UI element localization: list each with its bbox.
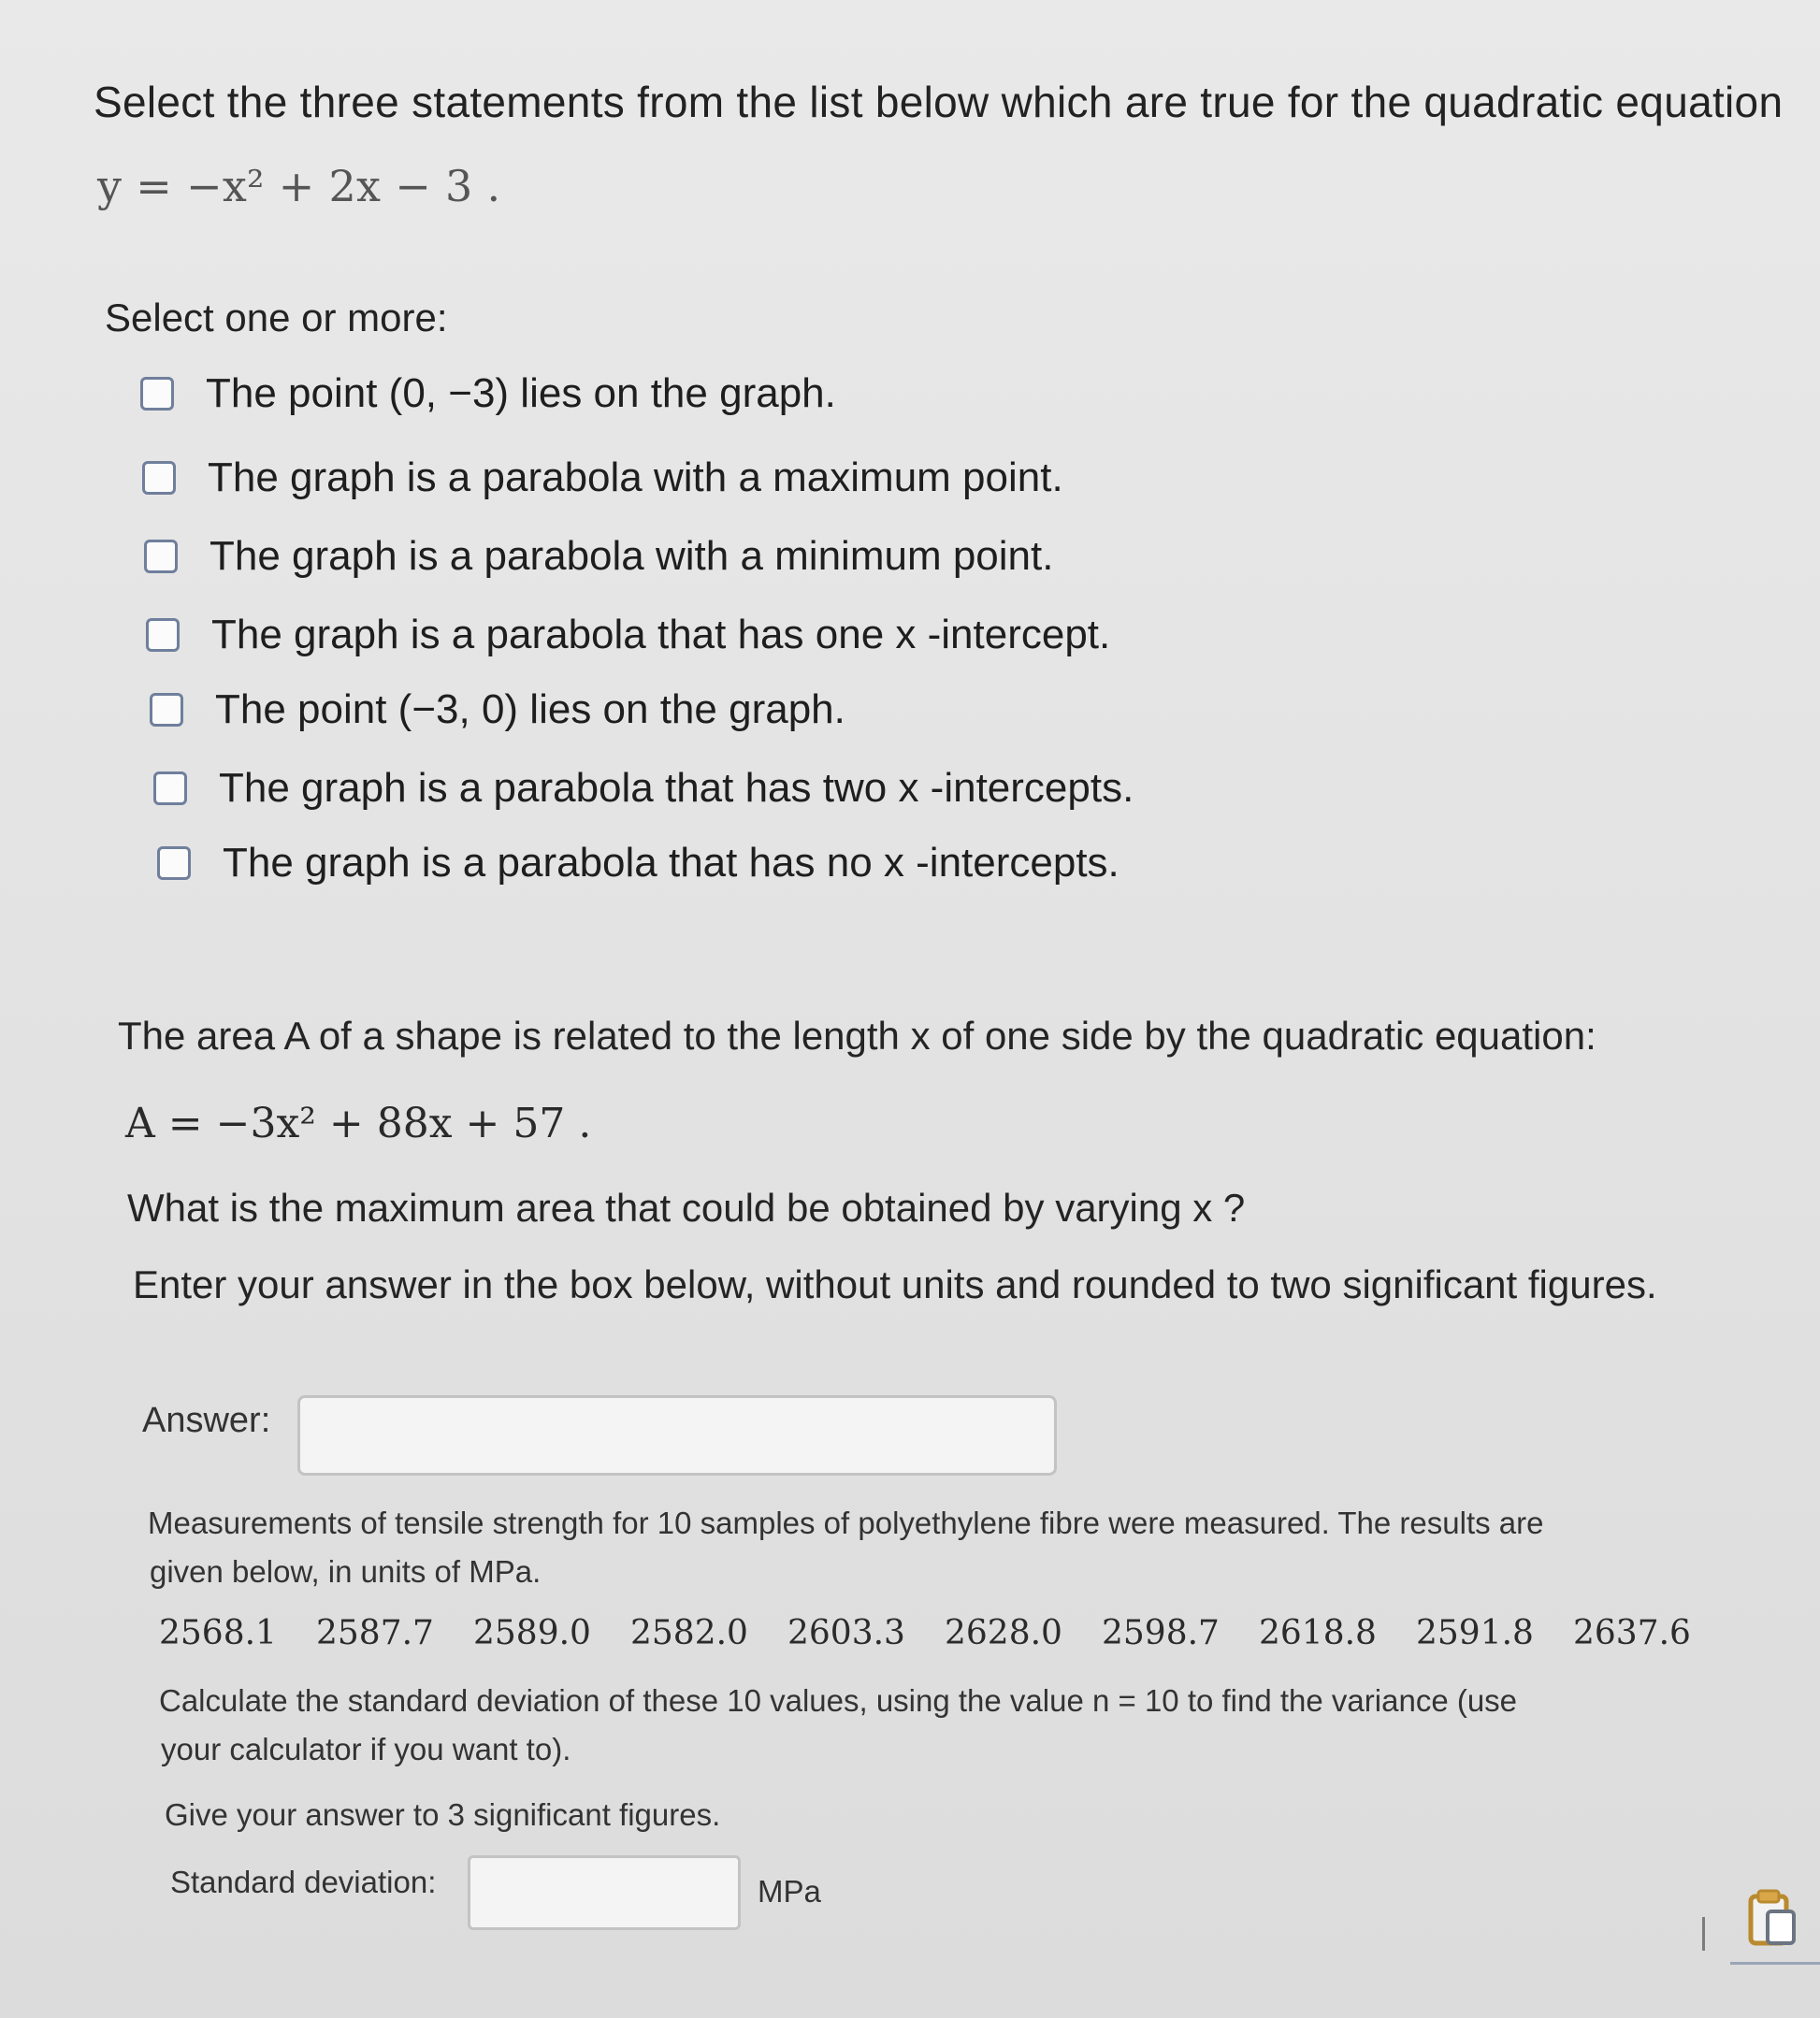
question2-question: What is the maximum area that could be obtained by varying x ?: [127, 1186, 1246, 1230]
option-3-checkbox[interactable]: [144, 540, 178, 573]
data-value: 2603.3: [787, 1614, 905, 1652]
select-hint: Select one or more:: [105, 295, 448, 339]
option-2-label[interactable]: The graph is a parabola with a maximum point.: [208, 454, 1063, 500]
option-6-checkbox[interactable]: [153, 771, 187, 805]
option-7-label[interactable]: The graph is a parabola that has no x -intercepts.: [223, 840, 1119, 886]
question2-instruction: Enter your answer in the box below, without units and rounded to two significant figures.: [133, 1262, 1657, 1306]
data-value: 2568.1: [159, 1614, 277, 1652]
answer-label: Answer:: [142, 1401, 271, 1440]
option-6-label[interactable]: The graph is a parabola that has two x -intercepts.: [219, 765, 1134, 811]
option-1[interactable]: [140, 370, 836, 417]
clipboard-icon[interactable]: [1747, 1887, 1799, 1951]
sd-input[interactable]: [468, 1855, 741, 1930]
option-7-checkbox[interactable]: [157, 846, 191, 880]
bottom-divider: [1730, 1962, 1820, 1965]
sd-unit: MPa: [758, 1874, 821, 1909]
question3-sig-figs: Give your answer to 3 significant figures.: [165, 1797, 721, 1832]
data-value: 2589.0: [473, 1614, 591, 1652]
divider-tick: [1702, 1917, 1705, 1951]
data-value: 2598.7: [1102, 1614, 1220, 1652]
option-6[interactable]: [153, 765, 1134, 812]
question3-line2: given below, in units of MPa.: [150, 1554, 542, 1589]
option-1-label[interactable]: The point (0, −3) lies on the graph.: [206, 370, 836, 416]
data-value: 2582.0: [630, 1614, 748, 1652]
question2-line1: The area A of a shape is related to the length x of one side by the quadratic equation:: [118, 1014, 1596, 1058]
data-value: 2587.7: [316, 1614, 434, 1652]
question1-prompt: Select the three statements from the list below which are true for the quadratic equation: [94, 78, 1784, 126]
option-3[interactable]: [144, 533, 1053, 580]
option-5-checkbox[interactable]: [150, 693, 183, 727]
option-5[interactable]: [150, 686, 845, 733]
option-4-checkbox[interactable]: [146, 618, 180, 652]
option-5-label[interactable]: The point (−3, 0) lies on the graph.: [215, 686, 845, 732]
option-2-checkbox[interactable]: [142, 461, 176, 495]
option-7[interactable]: [157, 840, 1119, 886]
option-4[interactable]: [146, 612, 1110, 658]
answer-input[interactable]: [297, 1395, 1057, 1476]
question3-line1: Measurements of tensile strength for 10 samples of polyethylene fibre were measured. The results are: [148, 1506, 1544, 1540]
question2-equation: A = −3x² + 88x + 57 .: [125, 1100, 592, 1147]
data-value: 2618.8: [1259, 1614, 1377, 1652]
question1-equation: y = −x² + 2x − 3 .: [97, 161, 501, 211]
data-value: 2637.6: [1573, 1614, 1691, 1652]
option-2[interactable]: [142, 454, 1063, 501]
data-value: 2591.8: [1416, 1614, 1534, 1652]
option-3-label[interactable]: The graph is a parabola with a minimum point.: [209, 533, 1054, 579]
question3-calc-line1: Calculate the standard deviation of these 10 values, using the value n = 10 to find the variance (use: [159, 1683, 1518, 1718]
data-value: 2628.0: [945, 1614, 1062, 1652]
question3-calc-line2: your calculator if you want to).: [161, 1732, 571, 1766]
option-1-checkbox[interactable]: [140, 377, 174, 411]
option-4-label[interactable]: The graph is a parabola that has one x -intercept.: [211, 612, 1111, 657]
sd-label: Standard deviation:: [170, 1865, 437, 1899]
data-values-row: [159, 1614, 1730, 1652]
